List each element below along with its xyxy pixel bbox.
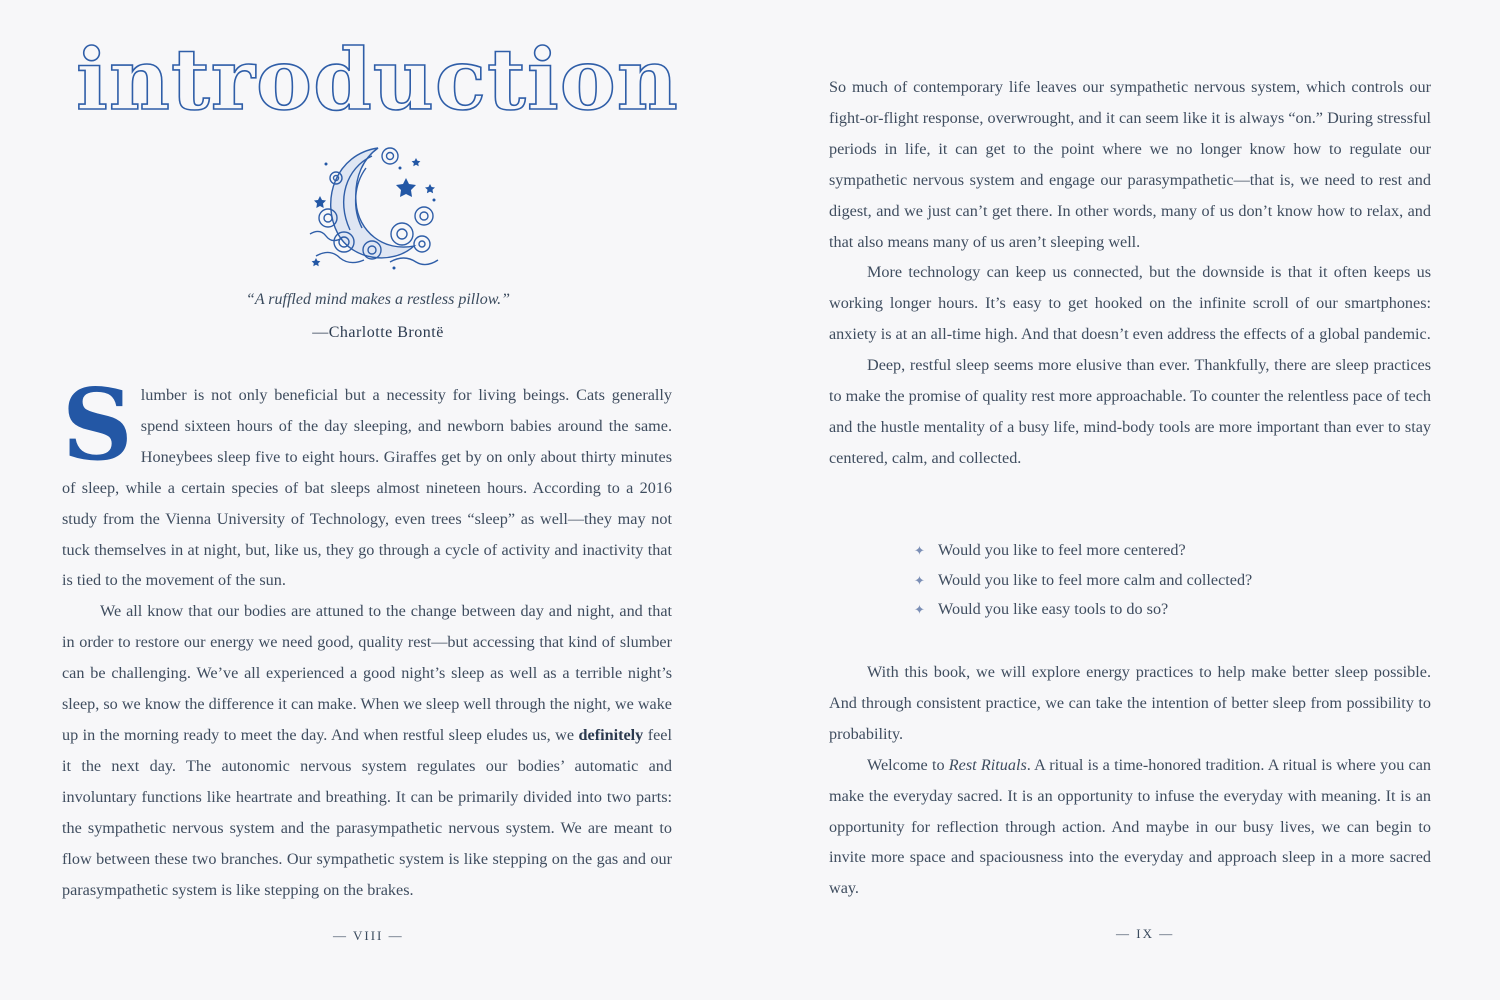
paragraph-1-text: lumber is not only beneficial but a necessity for living beings. Cats generally spend sixteen hours of the day sleeping, and newborn babies around the same. Honeybees sleep five to eight hours. Giraffes get by on only about thirty minutes of sleep, while a certain species of bat sleeps almost nineteen hours. According to a 2016 study from the Vienna University of Technology, even trees “sleep” as well—they may not tuck themselves in at night, but, like us, they go through a cycle of activity and inactivity that is tied to the movement of the sun. <box>62 386 672 590</box>
paragraph-1 <box>62 368 672 596</box>
emphasis-definitely: definitely <box>578 725 644 744</box>
paragraph-r1: So much of contemporary life leaves our sympathetic nervous system, which controls our fight-or-flight response, overwrought, and it can seem like it is always “on.” During stressful periods in life, it can get to the point where we no longer know how to regulate our sympathetic nervous system and engage our parasympathetic—that is, we need to rest and digest, and we just can’t get there. In other words, many of us don’t know how to relax, and that also means many of us aren’t sleeping well. <box>829 78 1431 251</box>
right-body-bottom <box>829 657 1431 904</box>
list-item <box>914 566 1252 596</box>
list-item-text: Would you like to feel more calm and collected? <box>938 570 1253 589</box>
list-item-text: Would you like easy tools to do so? <box>938 600 1169 618</box>
crescent-moon-stars-icon <box>306 138 444 274</box>
paragraph-r3: Deep, restful sleep seems more elusive than ever. Thankfully, there are sleep practices to make the promise of quality rest more approachable. To counter the relentless pace of tech and the hustle mentality of a busy life, mind-body tools are more important than ever to stay centered, calm, and collected. <box>829 356 1431 467</box>
paragraph-2-text-a: We all know that our bodies are attuned to the change between day and night, and that in order to restore our energy we need good, quality rest—but accessing that kind of slumber can be challenging. We’ve all experienced a good night’s sleep as well as a terrible night’s sleep, so we know the difference it can make. When we sleep well through the night, we wake up in the morning ready to meet the day. And when restful sleep eludes us, we <box>62 602 672 744</box>
left-body <box>62 368 672 905</box>
list-item <box>914 595 1252 625</box>
star-bullet-icon: ✦ <box>914 572 925 588</box>
paragraph-r5 <box>829 750 1431 905</box>
list-item <box>914 536 1252 566</box>
paragraph-r5-text-b: . A ritual is a time-honored tradition. A ritual is where you can make the everyday sacred. It is an opportunity to infuse the everyday with meaning. It is an opportunity for reflection through action. And maybe in our busy lives, we can begin to invite more space and spaciousness into the everyday and approach sleep in a more sacred way. <box>829 755 1431 898</box>
right-body-top <box>829 72 1431 474</box>
epigraph-quote: “A ruffled mind makes a restless pillow.” <box>245 291 511 308</box>
paragraph-r4: With this book, we will explore energy practices to help make better sleep possible. And through consistent practice, we can take the intention of better sleep from possibility to probability. <box>829 663 1431 743</box>
chapter-title: introduction <box>76 30 679 129</box>
paragraph-r2: More technology can keep us connected, but the downside is that it often keeps us working longer hours. It’s easy to get hooked on the infinite scroll of our smartphones: anxiety is at an all-time high. And that doesn’t even address the effects of a global pandemic. <box>829 263 1431 344</box>
drop-cap: S <box>62 368 133 483</box>
page-number-left: — VIII — <box>333 928 404 943</box>
epigraph-attribution: —Charlotte Brontë <box>312 324 444 341</box>
paragraph-2-text-b: feel it the next day. The autonomic nervous system regulates our bodies’ automatic and involuntary functions like heartrate and breathing. It can be primarily divided into two parts: the sympathetic nervous system and the parasympathetic nervous system. We are meant to flow between these two branches. Our sympathetic system is like stepping on the gas and our parasympathetic system is like stepping on the brakes. <box>62 725 672 899</box>
question-list <box>914 536 1252 625</box>
star-bullet-icon: ✦ <box>914 543 925 558</box>
book-title-emphasis: Rest Rituals <box>948 755 1027 774</box>
page-number-right: — IX — <box>1116 926 1175 941</box>
paragraph-r5-text-a: Welcome to <box>867 755 949 774</box>
list-item-text: Would you like to feel more centered? <box>938 541 1186 559</box>
paragraph-2 <box>62 596 672 905</box>
star-bullet-icon: ✦ <box>914 602 925 617</box>
